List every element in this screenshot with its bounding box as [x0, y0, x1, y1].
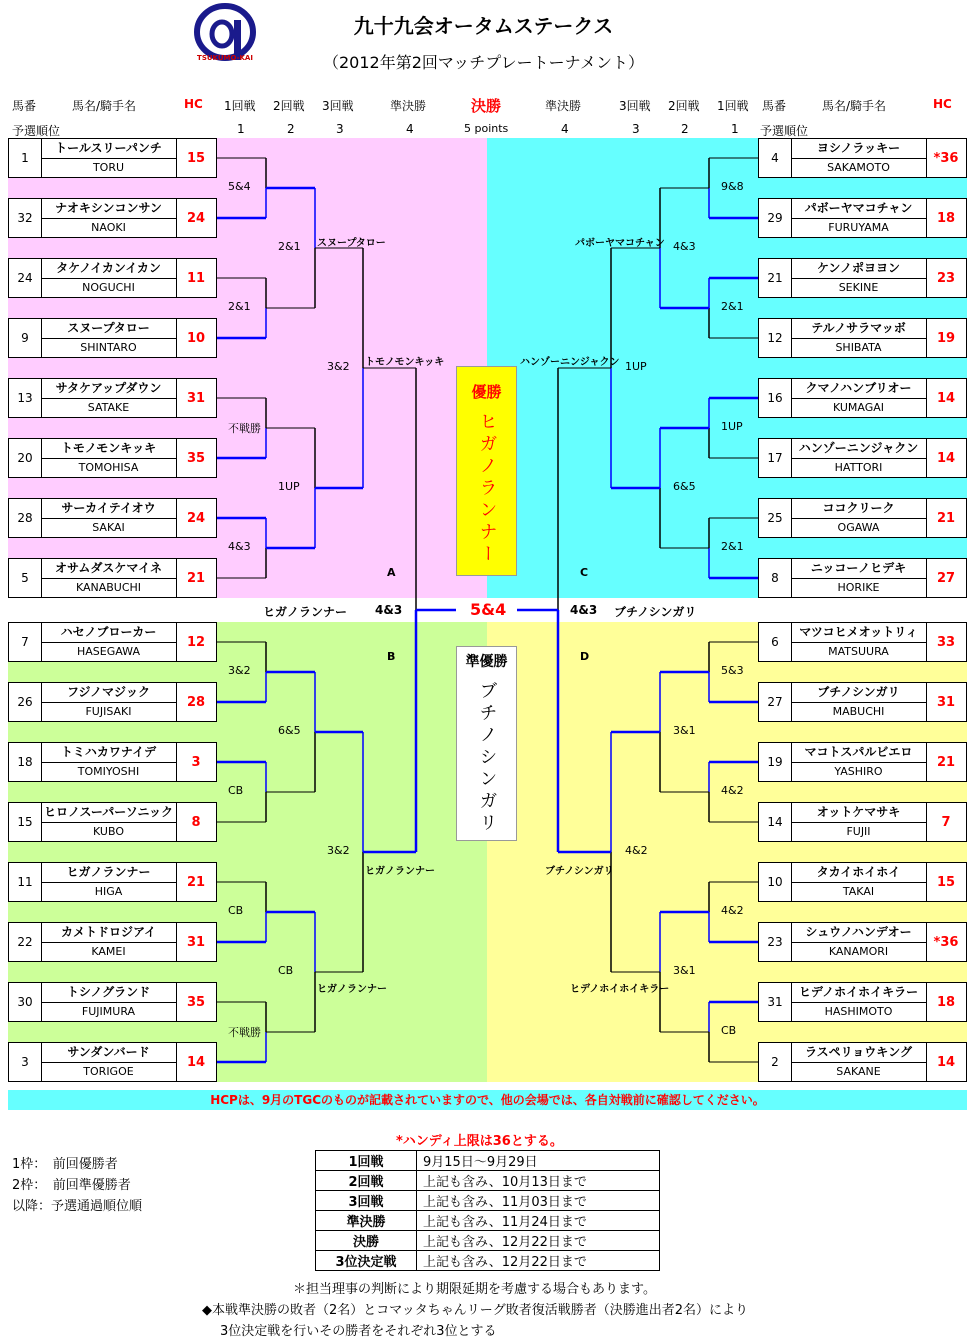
header-seed-left: 馬番: [12, 99, 37, 113]
right-entry-12: [758, 862, 967, 902]
entry-horse-name: スヌープタロー: [41, 319, 176, 339]
header-r2-left: 2回戦: [273, 99, 305, 113]
entry-horse-name: ココクリーク: [791, 499, 926, 519]
left-r1-score-7: 不戦勝: [228, 1026, 261, 1039]
right-entry-7: [758, 558, 967, 598]
header-name-right: 馬名/騎手名: [822, 99, 887, 113]
entry-seed: 18: [9, 743, 42, 781]
left-r2-winner-1: ヒガノランナー: [317, 984, 387, 995]
entry-hc: 18: [926, 199, 965, 237]
entry-horse-name: サンダンバード: [41, 1043, 176, 1063]
entry-horse-name: クマノハンブリオー: [791, 379, 926, 399]
champion-title: 優勝: [471, 383, 502, 401]
schedule-date: 上記も含み、12月22日まで: [417, 1231, 660, 1251]
footnote-2: ◆本戦準決勝の敗者（2名）とコマッタちゃんリーグ敗者復活戦勝者（決勝進出者2名）により: [202, 1303, 749, 1318]
entry-hc: *36: [926, 139, 965, 177]
points-semi-right: 4: [561, 122, 569, 136]
entry-horse-name: オサムダスケマイネ: [41, 559, 176, 579]
runner-up-name: ブチノシンガリ: [476, 681, 498, 835]
entry-seed: 6: [759, 623, 792, 661]
right-entry-13: [758, 922, 967, 962]
entry-horse-name: フジノマジック: [41, 683, 176, 703]
schedule-round: 決勝: [316, 1231, 417, 1251]
left-r2-score-2: 6&5: [278, 724, 301, 737]
left-r1-score-2: 不戦勝: [228, 422, 261, 435]
entry-hc: 35: [176, 439, 215, 477]
entry-horse-name: ヒロノスーパーソニック: [41, 803, 176, 823]
entry-seed: 4: [759, 139, 792, 177]
entry-horse-name: トミハカワナイデ: [41, 743, 176, 763]
header-seed-right: 馬番: [762, 99, 787, 113]
right-r2-score-2: 3&1: [673, 724, 696, 737]
entry-seed: 2: [759, 1043, 792, 1081]
entry-jockey: KANAMORI: [828, 945, 889, 958]
left-r1-score-4: 3&2: [228, 664, 251, 677]
entry-horse-name: ヒガノランナー: [41, 863, 176, 883]
entry-jockey: TORU: [92, 161, 125, 174]
left-r1-score-6: CB: [228, 904, 244, 917]
entry-jockey: FUJIMURA: [81, 1005, 136, 1018]
entry-seed: 10: [759, 863, 792, 901]
left-r2-score-0: 2&1: [278, 240, 301, 253]
entry-hc: 24: [176, 499, 215, 537]
semi-left-winner: ヒガノランナー: [263, 605, 348, 619]
champion-box: [456, 366, 517, 576]
schedule-row: [316, 1251, 660, 1271]
entry-horse-name: タカイホイホイ: [791, 863, 926, 883]
entry-jockey: OGAWA: [837, 521, 880, 534]
left-r2-score-1: 1UP: [278, 480, 300, 493]
entry-jockey: SAKANE: [836, 1065, 881, 1078]
entry-hc: 24: [176, 199, 215, 237]
semi-left-score: 4&3: [375, 603, 403, 617]
entry-jockey: KANABUCHI: [75, 581, 142, 594]
header-qual-left: 予選順位: [12, 124, 61, 138]
left-r1-score-5: CB: [228, 784, 244, 797]
header-semi-left: 準決勝: [390, 99, 427, 113]
entry-seed: 29: [759, 199, 792, 237]
right-r1-score-5: 4&2: [721, 784, 744, 797]
points-r2-right: 2: [681, 122, 689, 136]
left-r3-score-0: 3&2: [327, 360, 350, 373]
block-label-c: C: [580, 566, 589, 579]
entry-horse-name: ヨシノラッキー: [791, 139, 926, 159]
entry-jockey: HORIKE: [837, 581, 880, 594]
handicap-note: *ハンディ上限は36とする。: [396, 1134, 563, 1149]
entry-hc: 10: [176, 319, 215, 357]
entry-jockey: YASHIRO: [834, 765, 883, 778]
entry-horse-name: サーカイテイオウ: [41, 499, 176, 519]
entry-horse-name: トモノモンキッキ: [41, 439, 176, 459]
left-r3-winner-0: トモノモンキッキ: [365, 357, 445, 368]
entry-jockey: SAKAMOTO: [827, 161, 890, 174]
right-entry-9: [758, 682, 967, 722]
entry-hc: 23: [926, 259, 965, 297]
right-r1-score-7: CB: [721, 1024, 737, 1037]
entry-hc: 11: [176, 259, 215, 297]
entry-horse-name: サタケアップダウン: [41, 379, 176, 399]
entry-jockey: SATAKE: [87, 401, 130, 414]
entry-seed: 30: [9, 983, 42, 1021]
header-hc-left: HC: [184, 97, 203, 111]
final-score: 5&4: [470, 600, 507, 619]
entry-hc: 35: [176, 983, 215, 1021]
entry-hc: 3: [176, 743, 215, 781]
right-entry-8: [758, 622, 967, 662]
runner-up-box: [456, 646, 517, 841]
right-entry-15: [758, 1042, 967, 1082]
entry-horse-name: ハセノブローカー: [41, 623, 176, 643]
entry-jockey: TOMOHISA: [78, 461, 139, 474]
legend-3: 以降：予選通過順位順: [12, 1199, 143, 1214]
right-r2-winner-0: パボーヤマコチャン: [575, 238, 665, 249]
block-label-b: B: [387, 650, 396, 663]
entry-hc: 31: [176, 923, 215, 961]
schedule-round: 準決勝: [316, 1211, 417, 1231]
left-entry-1: [8, 198, 217, 238]
schedule-date: 上記も含み、11月24日まで: [417, 1211, 660, 1231]
legend-1: 1枠： 前回優勝者: [12, 1157, 118, 1172]
right-entry-3: [758, 318, 967, 358]
semi-right-score: 4&3: [570, 603, 598, 617]
entry-hc: 12: [176, 623, 215, 661]
left-entry-9: [8, 682, 217, 722]
left-entry-3: [8, 318, 217, 358]
entry-hc: 28: [176, 683, 215, 721]
entry-jockey: HASHIMOTO: [824, 1005, 893, 1018]
left-entry-15: [8, 1042, 217, 1082]
block-label-d: D: [580, 650, 590, 663]
left-entry-8: [8, 622, 217, 662]
left-entry-2: [8, 258, 217, 298]
entry-horse-name: タケノイカンイカン: [41, 259, 176, 279]
points-r3-left: 3: [336, 122, 344, 136]
right-entry-1: [758, 198, 967, 238]
entry-hc: 31: [176, 379, 215, 417]
entry-jockey: TOMIYOSHI: [77, 765, 140, 778]
entry-horse-name: ケンノポヨヨン: [791, 259, 926, 279]
entry-hc: 14: [926, 1043, 965, 1081]
entry-horse-name: オットケマサキ: [791, 803, 926, 823]
right-r1-score-4: 5&3: [721, 664, 744, 677]
right-r1-score-1: 2&1: [721, 300, 744, 313]
entry-seed: 5: [9, 559, 42, 597]
schedule-row: [316, 1191, 660, 1211]
right-r3-score-0: 1UP: [625, 360, 647, 373]
header-r3-left: 3回戦: [322, 99, 354, 113]
schedule-round: 3位決定戦: [316, 1251, 417, 1271]
entry-jockey: NAOKI: [91, 221, 126, 234]
block-label-a: A: [387, 566, 396, 579]
header-qual-right: 予選順位: [760, 124, 809, 138]
schedule-date: 上記も含み、10月13日まで: [417, 1171, 660, 1191]
entry-seed: 25: [759, 499, 792, 537]
page-title: 九十九会オータムステークス: [353, 14, 614, 38]
schedule-round: 2回戦: [316, 1171, 417, 1191]
left-r2-score-3: CB: [278, 964, 294, 977]
left-r1-score-1: 2&1: [228, 300, 251, 313]
left-r2-winner-0: スヌープタロー: [317, 238, 386, 249]
entry-seed: 32: [9, 199, 42, 237]
entry-hc: 7: [926, 803, 965, 841]
right-r1-score-6: 4&2: [721, 904, 744, 917]
entry-jockey: SHIBATA: [835, 341, 882, 354]
entry-seed: 15: [9, 803, 42, 841]
left-r3-score-1: 3&2: [327, 844, 350, 857]
entry-jockey: MABUCHI: [832, 705, 885, 718]
entry-jockey: SHINTARO: [80, 341, 137, 354]
header-name-left: 馬名/騎手名: [72, 99, 137, 113]
right-entry-2: [758, 258, 967, 298]
page-subtitle: （2012年第2回マッチプレートーナメント）: [323, 53, 644, 72]
entry-jockey: NOGUCHI: [82, 281, 135, 294]
entry-seed: 8: [759, 559, 792, 597]
points-r2-left: 2: [287, 122, 295, 136]
entry-hc: 31: [926, 683, 965, 721]
entry-seed: 16: [759, 379, 792, 417]
entry-horse-name: パボーヤマコチャン: [791, 199, 926, 219]
left-entry-5: [8, 438, 217, 478]
champion-name: ヒガノランナー: [476, 412, 498, 566]
entry-seed: 3: [9, 1043, 42, 1081]
left-entry-6: [8, 498, 217, 538]
right-entry-14: [758, 982, 967, 1022]
left-entry-4: [8, 378, 217, 418]
entry-horse-name: マツコヒメオットリィ: [791, 623, 926, 643]
entry-seed: 7: [9, 623, 42, 661]
points-semi-left: 4: [406, 122, 414, 136]
schedule-date: 上記も含み、12月22日まで: [417, 1251, 660, 1271]
entry-hc: 8: [176, 803, 215, 841]
entry-seed: 9: [9, 319, 42, 357]
entry-horse-name: トールスリーパンチ: [41, 139, 176, 159]
header-r2-right: 2回戦: [668, 99, 700, 113]
right-r2-score-3: 3&1: [673, 964, 696, 977]
entry-jockey: HIGA: [94, 885, 123, 898]
right-entry-5: [758, 438, 967, 478]
left-entry-14: [8, 982, 217, 1022]
right-entry-4: [758, 378, 967, 418]
right-r2-score-1: 6&5: [673, 480, 696, 493]
entry-jockey: MATSUURA: [828, 645, 889, 658]
left-entry-11: [8, 802, 217, 842]
entry-horse-name: ラスペリョウキング: [791, 1043, 926, 1063]
entry-hc: 14: [926, 379, 965, 417]
entry-horse-name: マコトスパルビエロ: [791, 743, 926, 763]
left-entry-0: [8, 138, 217, 178]
entry-jockey: TORIGOE: [83, 1065, 134, 1078]
left-entry-12: [8, 862, 217, 902]
entry-seed: 17: [759, 439, 792, 477]
entry-horse-name: トシノグランド: [41, 983, 176, 1003]
entry-jockey: KAMEI: [91, 945, 126, 958]
entry-jockey: KUMAGAI: [832, 401, 885, 414]
header-final: 決勝: [471, 97, 502, 115]
logo-text: TSUKUMO-KAI: [197, 54, 253, 62]
entry-hc: 27: [926, 559, 965, 597]
entry-seed: 19: [759, 743, 792, 781]
entry-jockey: TAKAI: [842, 885, 875, 898]
entry-seed: 12: [759, 319, 792, 357]
left-r1-score-0: 5&4: [228, 180, 251, 193]
header-semi-right: 準決勝: [545, 99, 582, 113]
entry-jockey: KUBO: [93, 825, 124, 838]
right-r1-score-3: 2&1: [721, 540, 744, 553]
entry-horse-name: ハンゾーニンジャクン: [791, 439, 926, 459]
hcp-notice: HCPは、9月のTGCのものが記載されていますので、他の会場では、各自対戦前に確認してください。: [8, 1090, 967, 1110]
right-entry-11: [758, 802, 967, 842]
entry-seed: 26: [9, 683, 42, 721]
schedule-row: [316, 1151, 660, 1171]
entry-seed: 24: [9, 259, 42, 297]
header-hc-right: HC: [933, 97, 952, 111]
entry-hc: 21: [176, 863, 215, 901]
header-r1-left: 1回戦: [224, 99, 256, 113]
points-r1-right: 1: [731, 122, 739, 136]
entry-hc: 21: [926, 499, 965, 537]
semi-right-winner: ブチノシンガリ: [614, 605, 697, 619]
entry-seed: 28: [9, 499, 42, 537]
entry-horse-name: シュウノハンデオー: [791, 923, 926, 943]
right-r3-score-1: 4&2: [625, 844, 648, 857]
entry-hc: 14: [176, 1043, 215, 1081]
entry-horse-name: ヒデノホイホイキラー: [791, 983, 926, 1003]
right-r2-winner-1: ヒデノホイホイキラー: [570, 984, 670, 995]
right-r1-score-2: 1UP: [721, 420, 743, 433]
entry-hc: 21: [926, 743, 965, 781]
schedule-row: [316, 1211, 660, 1231]
entry-horse-name: ニッコーノヒデキ: [791, 559, 926, 579]
points-final: 5 points: [464, 122, 509, 135]
entry-jockey: FUJISAKI: [85, 705, 132, 718]
entry-horse-name: ナオキシンコンサン: [41, 199, 176, 219]
schedule-table: [315, 1150, 660, 1271]
entry-jockey: SEKINE: [838, 281, 879, 294]
right-entry-0: [758, 138, 967, 178]
footnote-1: ＊担当理事の判断により期限延期を考慮する場合もあります。: [293, 1282, 656, 1297]
entry-jockey: FURUYAMA: [828, 221, 889, 234]
entry-seed: 27: [759, 683, 792, 721]
schedule-row: [316, 1171, 660, 1191]
entry-jockey: HASEGAWA: [77, 645, 140, 658]
entry-seed: 11: [9, 863, 42, 901]
schedule-round: 3回戦: [316, 1191, 417, 1211]
left-entry-13: [8, 922, 217, 962]
entry-seed: 1: [9, 139, 42, 177]
right-r2-score-0: 4&3: [673, 240, 696, 253]
entry-hc: 19: [926, 319, 965, 357]
right-r1-score-0: 9&8: [721, 180, 744, 193]
entry-seed: 14: [759, 803, 792, 841]
entry-hc: 15: [176, 139, 215, 177]
schedule-date: 上記も含み、11月03日まで: [417, 1191, 660, 1211]
entry-seed: 21: [759, 259, 792, 297]
schedule-date: 9月15日～9月29日: [417, 1151, 660, 1171]
runner-up-title: 準優勝: [465, 654, 508, 670]
right-entry-10: [758, 742, 967, 782]
left-entry-7: [8, 558, 217, 598]
entry-seed: 23: [759, 923, 792, 961]
entry-seed: 13: [9, 379, 42, 417]
points-r3-right: 3: [632, 122, 640, 136]
points-r1-left: 1: [237, 122, 245, 136]
entry-horse-name: テルノサラマッボ: [791, 319, 926, 339]
entry-jockey: HATTORI: [834, 461, 883, 474]
entry-hc: 14: [926, 439, 965, 477]
right-entry-6: [758, 498, 967, 538]
schedule-round: 1回戦: [316, 1151, 417, 1171]
entry-hc: 15: [926, 863, 965, 901]
entry-seed: 20: [9, 439, 42, 477]
header-r3-right: 3回戦: [619, 99, 651, 113]
right-r3-winner-1: ブチノシンガリ: [545, 866, 614, 877]
entry-jockey: SAKAI: [92, 521, 125, 534]
left-entry-10: [8, 742, 217, 782]
schedule-row: [316, 1231, 660, 1251]
entry-horse-name: カメトドロジアイ: [41, 923, 176, 943]
legend-2: 2枠： 前回準優勝者: [12, 1178, 131, 1193]
entry-hc: *36: [926, 923, 965, 961]
entry-seed: 31: [759, 983, 792, 1021]
entry-horse-name: ブチノシンガリ: [791, 683, 926, 703]
footnote-3: 3位決定戦を行いその勝者をそれぞれ3位とする: [220, 1324, 497, 1339]
header-r1-right: 1回戦: [717, 99, 749, 113]
left-r3-winner-1: ヒガノランナー: [365, 866, 435, 877]
entry-hc: 33: [926, 623, 965, 661]
entry-hc: 21: [176, 559, 215, 597]
right-r3-winner-0: ハンゾーニンジャクン: [520, 357, 620, 368]
left-r1-score-3: 4&3: [228, 540, 251, 553]
entry-seed: 22: [9, 923, 42, 961]
entry-hc: 18: [926, 983, 965, 1021]
entry-jockey: FUJII: [846, 825, 871, 838]
